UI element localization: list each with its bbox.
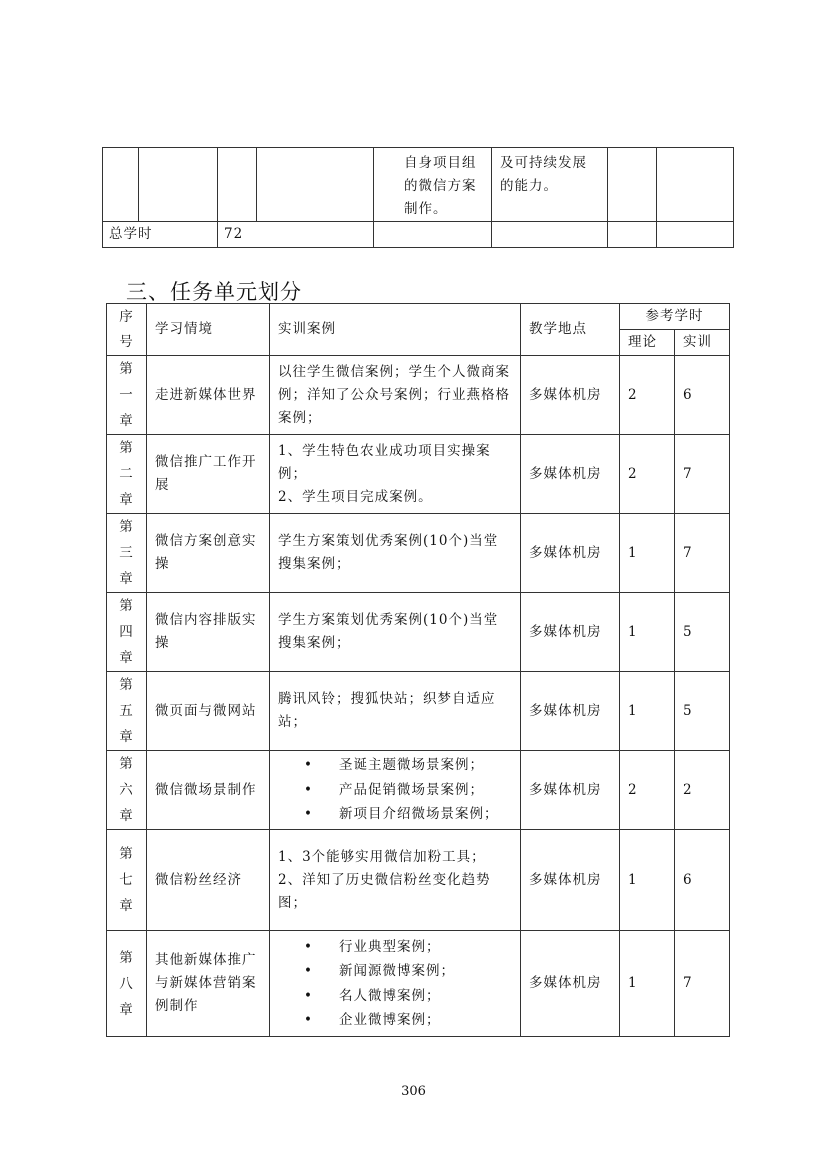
practice-cell: 7 xyxy=(675,435,730,514)
table-row xyxy=(107,931,730,1037)
table-row xyxy=(107,435,730,514)
practice-cell: 5 xyxy=(675,593,730,672)
table-cell xyxy=(374,222,492,248)
location-cell: 多媒体机房 xyxy=(521,356,620,435)
case-line: 2、学生项目完成案例。 xyxy=(278,488,433,505)
table-row xyxy=(107,356,730,435)
cases-cell: 腾讯风铃；搜狐快站；织梦自适应站； xyxy=(270,672,521,751)
theory-cell: 2 xyxy=(620,751,675,830)
location-cell: 多媒体机房 xyxy=(521,435,620,514)
table-row xyxy=(103,148,734,222)
header-practice: 实训 xyxy=(675,330,730,356)
table-row xyxy=(107,514,730,593)
table-cell xyxy=(492,222,608,248)
cases-cell: 学生方案策划优秀案例(10个)当堂搜集案例； xyxy=(270,514,521,593)
case-line: 1、3个能够实用微信加粉工具； xyxy=(278,848,486,865)
chapter-cell: 第 二 章 xyxy=(107,435,147,514)
chapter-cell: 第 七 章 xyxy=(107,830,147,931)
table-row xyxy=(103,222,734,248)
location-cell: 多媒体机房 xyxy=(521,514,620,593)
list-item: • 新闻源微博案例； xyxy=(270,959,520,984)
list-item: • 产品促销微场景案例； xyxy=(270,778,520,803)
header-ref-hours: 参考学时 xyxy=(620,304,730,330)
theory-cell: 1 xyxy=(620,672,675,751)
table-row xyxy=(107,751,730,830)
cases-cell xyxy=(270,830,521,931)
total-hours-label: 总学时 xyxy=(103,222,218,248)
table-cell xyxy=(608,148,657,222)
scenario-cell: 微页面与微网站 xyxy=(147,672,270,751)
table-cell xyxy=(257,148,374,222)
case-line: 1、学生特色农业成功项目实操案例； xyxy=(278,442,491,482)
theory-cell: 1 xyxy=(620,514,675,593)
practice-cell: 6 xyxy=(675,356,730,435)
scenario-cell: 微信推广工作开展 xyxy=(147,435,270,514)
chapter-cell: 第 三 章 xyxy=(107,514,147,593)
list-item: • 企业微博案例； xyxy=(270,1008,520,1033)
scenario-cell: 微信内容排版实操 xyxy=(147,593,270,672)
practice-cell: 7 xyxy=(675,514,730,593)
chapter-cell: 第 五 章 xyxy=(107,672,147,751)
theory-cell: 1 xyxy=(620,830,675,931)
list-item: • 行业典型案例； xyxy=(270,935,520,960)
theory-cell: 2 xyxy=(620,435,675,514)
location-cell: 多媒体机房 xyxy=(521,751,620,830)
scenario-cell: 微信粉丝经济 xyxy=(147,830,270,931)
table-row xyxy=(107,830,730,931)
header-cases: 实训案例 xyxy=(270,304,521,356)
header-scenario: 学习情境 xyxy=(147,304,270,356)
table-cell: 及可持续发展的能力。 xyxy=(492,148,608,222)
theory-cell: 1 xyxy=(620,931,675,1037)
header-location: 教学地点 xyxy=(521,304,620,356)
scenario-cell: 其他新媒体推广与新媒体营销案例制作 xyxy=(147,931,270,1037)
cases-cell xyxy=(270,931,521,1037)
table-cell: 自身项目组的微信方案制作。 xyxy=(374,148,492,222)
case-list xyxy=(270,753,520,827)
scenario-cell: 微信方案创意实操 xyxy=(147,514,270,593)
header-seq: 序 号 xyxy=(107,304,147,356)
header-row xyxy=(107,304,730,330)
case-list xyxy=(270,935,520,1033)
page-number: 306 xyxy=(401,1084,426,1099)
location-cell: 多媒体机房 xyxy=(521,672,620,751)
list-item: • 名人微博案例； xyxy=(270,984,520,1009)
list-item: • 新项目介绍微场景案例； xyxy=(270,802,520,827)
list-item: • 圣诞主题微场景案例； xyxy=(270,753,520,778)
section-heading: 三、任务单元划分 xyxy=(126,280,302,304)
theory-cell: 2 xyxy=(620,356,675,435)
task-unit-table xyxy=(106,303,730,1037)
table-cell xyxy=(608,222,657,248)
practice-cell: 5 xyxy=(675,672,730,751)
cases-cell: 学生方案策划优秀案例(10个)当堂搜集案例； xyxy=(270,593,521,672)
case-line: 2、洋知了历史微信粉丝变化趋势图； xyxy=(278,871,491,911)
theory-cell: 1 xyxy=(620,593,675,672)
table-cell xyxy=(657,222,734,248)
practice-cell: 6 xyxy=(675,830,730,931)
table-cell xyxy=(657,148,734,222)
location-cell: 多媒体机房 xyxy=(521,593,620,672)
practice-cell: 7 xyxy=(675,931,730,1037)
chapter-cell: 第 四 章 xyxy=(107,593,147,672)
practice-cell: 2 xyxy=(675,751,730,830)
chapter-cell: 第 六 章 xyxy=(107,751,147,830)
chapter-cell: 第 八 章 xyxy=(107,931,147,1037)
location-cell: 多媒体机房 xyxy=(521,931,620,1037)
table-cell xyxy=(139,148,218,222)
table-row xyxy=(107,672,730,751)
header-theory: 理论 xyxy=(620,330,675,356)
location-cell: 多媒体机房 xyxy=(521,830,620,931)
table-cell xyxy=(103,148,139,222)
cases-cell xyxy=(270,435,521,514)
total-hours-value: 72 xyxy=(218,222,374,248)
previous-table-continuation xyxy=(102,147,734,248)
chapter-cell: 第 一 章 xyxy=(107,356,147,435)
cases-cell: 以往学生微信案例；学生个人微商案例；洋知了公众号案例；行业燕格格案例； xyxy=(270,356,521,435)
scenario-cell: 微信微场景制作 xyxy=(147,751,270,830)
table-cell xyxy=(218,148,257,222)
table-row xyxy=(107,593,730,672)
scenario-cell: 走进新媒体世界 xyxy=(147,356,270,435)
cases-cell xyxy=(270,751,521,830)
